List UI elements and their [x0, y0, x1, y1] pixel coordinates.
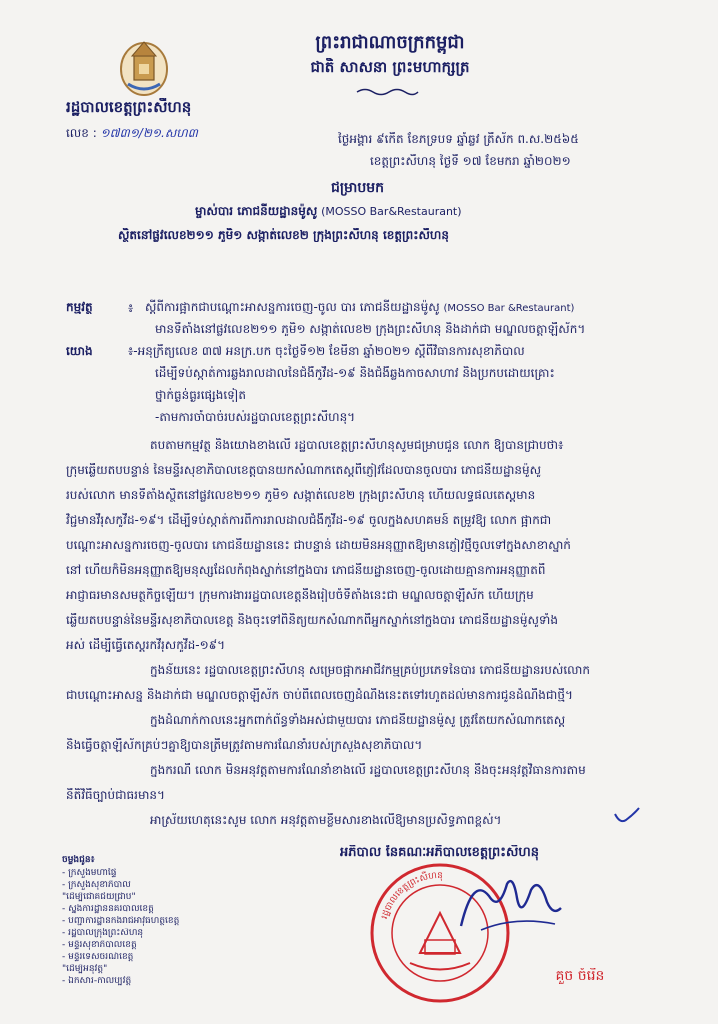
- handwritten-check-mark: [612, 806, 642, 826]
- issuing-authority: រដ្ឋបាលខេត្តព្រះសីហនុ: [66, 98, 192, 116]
- body-p3-line-1: ក្នុងដំណាក់កាលនេះអ្នកពាក់ព័ន្ធទាំងអស់ជាមួយបារ ភោជនីយដ្ឋានម៉ូសូ ត្រូវតែយកសំណាកតេស្ត: [150, 713, 566, 727]
- subject-label: កម្មវត្ថុ: [66, 300, 93, 314]
- body-p4-line-2: នីតិវិធីច្បាប់ជាធរមាន។: [66, 788, 165, 802]
- body-p1-line-1: តបតាមកម្មវត្ថុ និងយោងខាងលើ រដ្ឋបាលខេត្តព្រះសីហនុសូមជម្រាបជូន លោក ឱ្យបានជ្រាបថា៖: [150, 438, 564, 452]
- body-p1-line-5: បណ្តោះអាសន្នការចេញ-ចូលបារ ភោជនីយដ្ឋាននេះ ជាបន្ទាន់ ដោយមិនអនុញ្ញាតឱ្យមានភ្ញៀវថ្មីចូលទៅក្នុងសាខាស្នាក់: [66, 538, 571, 552]
- cc-item-4: - ស្នងការដ្ឋាននគរបាលខេត្ត: [62, 904, 154, 914]
- reference-line-4: -តាមការចាំបាច់របស់រដ្ឋបាលខេត្តព្រះសីហនុ។: [155, 410, 356, 424]
- subject-line-2: មានទីតាំងនៅផ្លូវលេខ២១១ ភូមិ១ សង្កាត់លេខ២ ក្រុងព្រះសីហនុ និងដាក់ជា មណ្ឌលចត្តាឡីស័ក។: [155, 322, 586, 336]
- body-p1-line-3: របស់លោក មានទីតាំងស្ថិតនៅផ្លូវលេខ២១១ ភូមិ១ សង្កាត់លេខ២ ក្រុងព្រះសីហនុ ហើយលទ្ធផលតេស្តមាន: [66, 488, 536, 502]
- body-p5: អាស្រ័យហេតុនេះសូម លោក អនុវត្តតាមខ្លឹមសារខាងលើឱ្យមានប្រសិទ្ធភាពខ្ពស់។: [150, 813, 502, 827]
- cc-item-7: - មន្ទីរសុខាភិបាលខេត្ត: [62, 940, 137, 950]
- subject-text: ស្តីពីការផ្អាកជាបណ្ដោះអាសន្នការចេញ-ចូល បារ ភោជនីយដ្ឋានម៉ូសូ: [145, 300, 440, 314]
- lunar-date: ថ្ងៃអង្គារ ៩កើត ខែភទ្របទ ឆ្នាំឆ្លូវ ត្រីស័ក ព.ស.២៥៦៥: [338, 132, 579, 146]
- body-p4-line-1: ក្នុងករណី លោក មិនអនុវត្តតាមការណែនាំខាងលើ រដ្ឋបាលខេត្តព្រះសីហនុ នឹងចុះអនុវត្តវិធានការតាម: [150, 763, 586, 777]
- body-p3-line-2: និងធ្វើចត្តាឡីស័កគ្រប់ៗគ្នាឱ្យបានត្រឹមត្រូវតាមការណែនាំរបស់ក្រសួងសុខាភិបាល។: [66, 738, 423, 752]
- royal-emblem: [118, 36, 170, 98]
- cc-item-8: - មន្ទីរទេសចរណ៍ខេត្ត: [62, 952, 134, 962]
- recipient-owner-line: [195, 204, 635, 219]
- subject-latin: (MOSSO Bar &Restaurant): [443, 303, 575, 314]
- cc-item-9: "ដើម្បីអនុវត្ត": [62, 964, 108, 974]
- body-p1-line-7: អាជ្ញាធរមានសមត្ថកិច្ចឡើយ។ ក្រុមការងាររដ្ឋបាលខេត្តនឹងរៀបចំទីតាំងនេះជា មណ្ឌលចត្តាឡីស័ក ហើយក្រុម: [66, 588, 534, 602]
- reference-number: ១៧៣១/២១.សហ៣: [100, 126, 198, 140]
- handwritten-signature: [455, 868, 565, 938]
- reference-number-row: លេខ : ១៧៣១/២១.សហ៣: [66, 126, 198, 140]
- cc-item-1: - ក្រសួងមហាផ្ទៃ: [62, 868, 117, 878]
- reference-label-yong: យោង: [66, 344, 93, 358]
- subject-colon: ៖: [128, 301, 134, 315]
- signatory-title: អភិបាល នៃគណៈអភិបាលខេត្តព្រះសីហនុ: [340, 845, 539, 860]
- body-p1-line-8: ឆ្លើយតបបន្ទាន់នៃមន្ទីរសុខាភិបាលខេត្ត និងចុះទៅពិនិត្យយកសំណាកពីអ្នកស្នាក់នៅក្នុងបារ ភោជនីយដ្ឋានម៉ូសូទាំង: [66, 613, 558, 627]
- reference-line-3: ថ្នាក់ធ្ងន់ធ្ងរផ្សេងទៀត: [155, 388, 246, 402]
- subject-line-1: [145, 300, 685, 316]
- cc-item-6: - រដ្ឋបាលក្រុងព្រះសីហនុ: [62, 928, 144, 938]
- cc-item-3: "ដើម្បីជោគជ័យជ្រាប": [62, 892, 136, 902]
- greeting-heading: ជម្រាបមក: [330, 180, 385, 196]
- ornament-divider: [355, 82, 420, 92]
- body-p1-line-2: ក្រុមឆ្លើយតបបន្ទាន់ នៃមន្ទីរសុខាភិបាលខេត្តបានយកសំណាកតេស្តពីភ្ញៀវដែលបានចូលបារ ភោជនីយដ្ឋានម៉ូសូ: [66, 463, 542, 477]
- cc-item-10: - ឯកសារ-កាលប្បវត្តិ: [62, 976, 132, 986]
- body-p2-line-2: ជាបណ្តោះអាសន្ន និងដាក់ជា មណ្ឌលចត្តាឡីស័ក ចាប់ពីពេលចេញដំណឹងនេះតទៅរហូតដល់មានការជូនដំណឹងជាថ្មី។: [66, 688, 573, 702]
- cc-title: ចម្លងជូន៖: [62, 855, 95, 865]
- solar-date: ខេត្តព្រះសីហនុ ថ្ងៃទី ១៧ ខែមករា ឆ្នាំ២០២១: [370, 154, 571, 168]
- national-motto: ជាតិ សាសនា ព្រះមហាក្សត្រ: [310, 58, 470, 76]
- body-p1-line-6: នៅ ហើយក៏មិនអនុញ្ញាតឱ្យមនុស្សដែលកំពុងស្នាក់នៅក្នុងបារ ភោជនីយដ្ឋានចេញ-ចូលដោយគ្មានការអនុញ្ញាតពី: [66, 563, 546, 577]
- body-p1-line-4: វិជ្ជមានវីរុសកូវីដ-១៩។ ដើម្បីទប់ស្កាត់ការពីការរាលដាលជំងឺកូវីដ-១៩ ចូលក្នុងសហគមន៍ តម្រូវឱ្យ លោក ផ្អាកជា: [66, 513, 552, 527]
- reference-line-1: ៖-អនុក្រឹត្យលេខ ៣៧ អនក្រ.បក ចុះថ្ងៃទី១២ ខែមីនា ឆ្នាំ២០២១ ស្តីពីវិធានការសុខាភិបាល: [128, 344, 525, 358]
- recipient-address: ស្ថិតនៅផ្លូវលេខ២១១ ភូមិ១ សង្កាត់លេខ២ ក្រុងព្រះសីហនុ ខេត្តព្រះសីហនុ: [118, 228, 449, 242]
- kingdom-title: ព្រះរាជាណាចក្រកម្ពុជា: [315, 32, 465, 53]
- reference-line-2: ដើម្បីទប់ស្កាត់ការឆ្លងរាលដាលនៃជំងឺកូវីដ-១៩ និងជំងឺឆ្លងកាចសាហាវ និងប្រកបដោយគ្រោះ: [155, 366, 555, 380]
- cc-item-2: - ក្រសួងសុខាភិបាល: [62, 880, 131, 890]
- reference-label: លេខ: [66, 126, 89, 140]
- body-p2-line-1: ក្នុងន័យនេះ រដ្ឋបាលខេត្តព្រះសីហនុ សម្រេចផ្អាកអាជីវកម្មគ្រប់ប្រភេទនៃបារ ភោជនីយដ្ឋានរបស់លោក: [150, 663, 590, 677]
- recipient-venue-latin: (MOSSO Bar&Restaurant): [321, 205, 462, 218]
- seal-text: រដ្ឋបាលខេត្តព្រះសីហនុ: [379, 870, 443, 921]
- body-p1-line-9: អស់ ដើម្បីធ្វើតេស្តរកវីរុសកូវីដ-១៩។: [66, 638, 226, 652]
- cc-item-5: - បញ្ជាការដ្ឋានកងរាជអាវុធហត្ថខេត្ត: [62, 916, 180, 926]
- recipient-owner: ម្ចាស់បារ ភោជនីយដ្ឋានម៉ូសូ: [195, 204, 318, 218]
- signatory-name: គួច ចំរើន: [555, 968, 605, 984]
